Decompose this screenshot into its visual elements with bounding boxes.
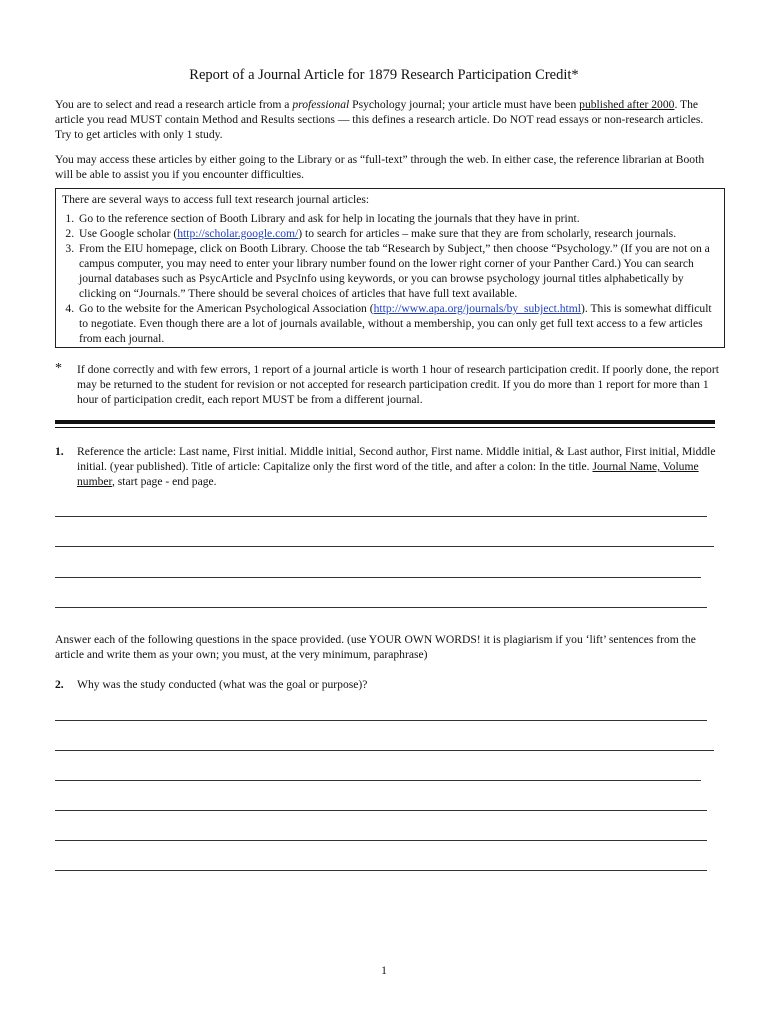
question-2-text: Why was the study conducted (what was the goal or purpose)?: [77, 678, 368, 691]
answer-line-2-2[interactable]: [55, 750, 714, 751]
box-intro: There are several ways to access full text research journal articles:: [62, 193, 370, 206]
answer-line-2-5[interactable]: [55, 840, 707, 841]
access-methods-list: [60, 211, 720, 346]
question-1-number: 1.: [55, 445, 64, 458]
answer-line-1-1[interactable]: [55, 516, 707, 517]
answer-instructions: Answer each of the following questions in the space provided. (use YOUR OWN WORDS! it is plagiarism if you ‘lift’ sentences from the article and write them as your own; you must, at the very minimum, paraphrase): [55, 633, 696, 661]
professional-emphasis: professional: [292, 98, 350, 111]
answer-line-2-4[interactable]: [55, 810, 707, 811]
answer-line-1-4[interactable]: [55, 607, 707, 608]
google-scholar-link[interactable]: http://scholar.google.com/: [177, 227, 299, 240]
access-paragraph: You may access these articles by either going to the Library or as “full-text” through the web. In either case, the reference librarian at Booth will be able to assist you if you encounter difficulties.: [55, 153, 705, 181]
footnote-text: If done correctly and with few errors, 1 report of a journal article is worth 1 hour of research participation credit. If poorly done, the report may be returned to the student for revision or not accepted for research participation credit. If you do more than 1 report for more than 1 hour of participation credit, each report MUST be from a different journal.: [77, 363, 719, 406]
footnote-asterisk: *: [55, 361, 62, 376]
journal-name-volume: Journal Name, Volume number: [77, 460, 699, 488]
question-1-text: Reference the article: Last name, First initial. Middle initial, Second author, First name. Middle initial, & Last author, First initial, Middle initial. (year published). Title of article: Capitalize only the first word of the title, and after a colon: In the title. Journal Name, Volume number, start page - end page.: [77, 445, 716, 488]
list-item: 1. Go to the reference section of Booth Library and ask for help in locating the journals that they have in print.: [77, 211, 720, 226]
access-methods-box: [55, 188, 725, 348]
page-number: 1: [381, 964, 387, 977]
section-divider-thin: [55, 427, 715, 428]
question-2-number: 2.: [55, 678, 64, 691]
list-item: 4. Go to the website for the American Psychological Association (http://www.apa.org/journals/by_subject.html). This is somewhat difficult to negotiate. Even though there are a lot of journals available, without a membership, you can only get full text access to a few articles from each journal.: [77, 301, 720, 346]
answer-line-1-3[interactable]: [55, 577, 701, 578]
list-item: 3. From the EIU homepage, click on Booth Library. Choose the tab “Research by Subject,” then choose “Psychology.” (If you are not on a campus computer, you may need to enter your library number found on the lower right corner of your Panther Card.) You can search journal databases such as PsycArticle and PsycInfo using keywords, or you can browse psychology journal titles alphabetically by clicking on “Journals.” There should be several choices of articles that have full text available.: [77, 241, 720, 301]
answer-line-2-6[interactable]: [55, 870, 707, 871]
apa-journals-link[interactable]: http://www.apa.org/journals/by_subject.html: [373, 302, 581, 315]
answer-line-2-1[interactable]: [55, 720, 707, 721]
page-title: Report of a Journal Article for 1879 Research Participation Credit*: [189, 67, 579, 83]
answer-line-1-2[interactable]: [55, 546, 714, 547]
published-after-2000: published after 2000: [579, 98, 675, 111]
list-item: 2. Use Google scholar (http://scholar.google.com/) to search for articles – make sure that they are from scholarly, research journals.: [77, 226, 720, 241]
intro-paragraph: You are to select and read a research article from a professional Psychology journal; your article must have been published after 2000. The article you read MUST contain Method and Results sections — this defines a research article. Do NOT read essays or non-research articles. Try to get articles with only 1 study.: [55, 98, 704, 141]
answer-line-2-3[interactable]: [55, 780, 701, 781]
section-divider-thick: [55, 420, 715, 424]
